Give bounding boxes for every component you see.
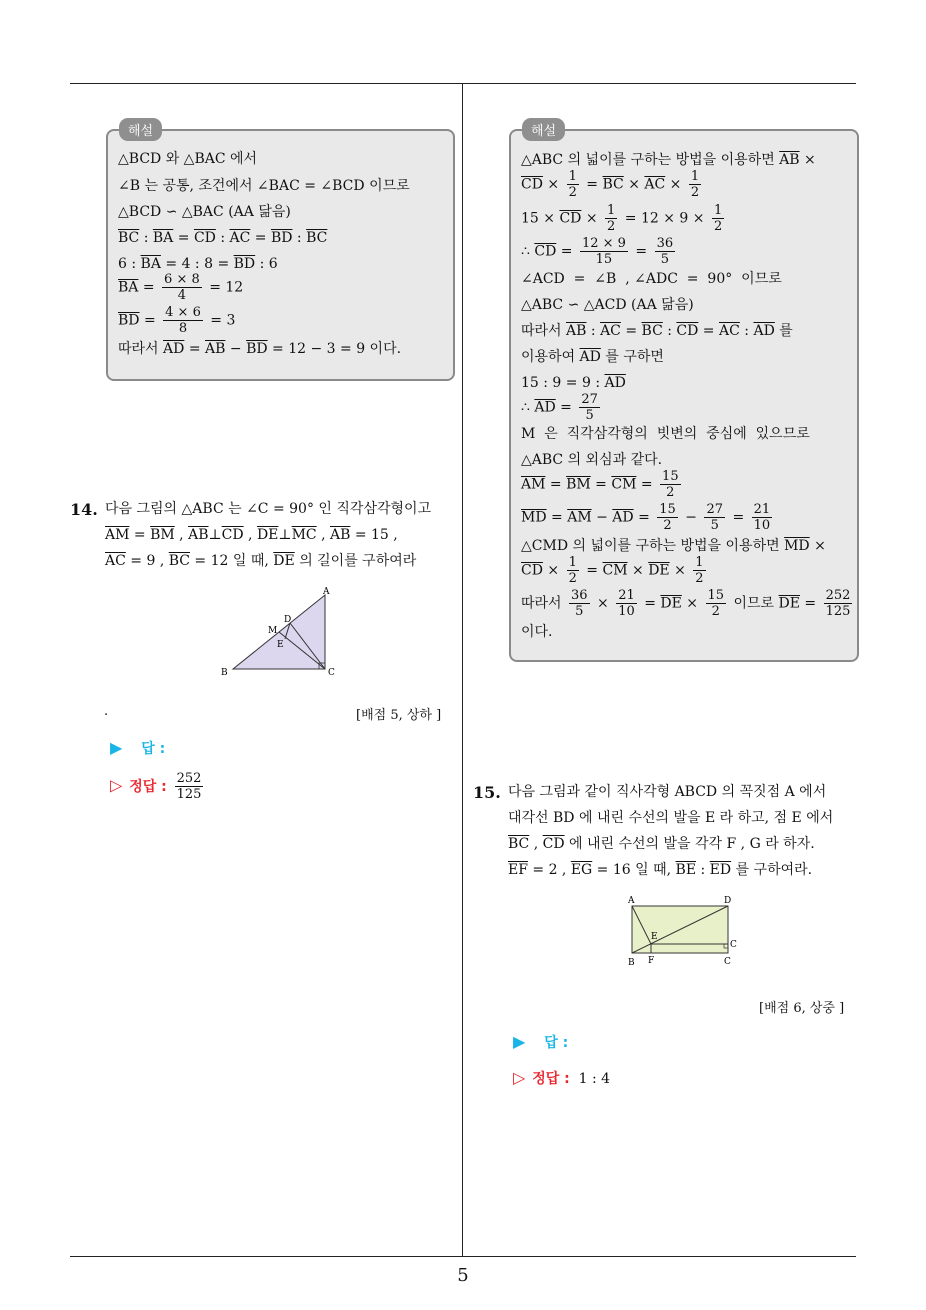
page-number: 5 — [457, 1265, 469, 1286]
solution-14-line-4: ∴ $\overline{CD}$ = $\frac{12 \times 9}{15}$ = $\frac{36}{5}$ — [521, 236, 674, 267]
label-c: C — [328, 668, 335, 678]
question-15-correct-row — [513, 1068, 610, 1088]
question-15-line-4-text: 를 구하여라. — [735, 862, 813, 878]
solution-13-line-1: △BCD 와 △BAC 에서 — [118, 151, 258, 167]
solution-14-line-12: △ABC 의 외심과 같다. — [521, 452, 663, 468]
solution-14-line-5: ∠ACD = ∠B , ∠ADC = 90° 이므로 — [521, 271, 782, 287]
question-15-line-3-text: 에 내린 수선의 발을 각각 F , G 라 하자. — [569, 836, 815, 852]
solution-14-line-3: $15 \times \overline{CD}$ × $\frac{1}{2}$ = 12 × 9 × $\frac{1}{2}$ — [521, 203, 723, 234]
question-15-score: [배점 6, 상중 ] — [759, 1001, 845, 1016]
solution-13-line-7: $\overline{BD}$ = $\frac{4 \times 6}{8}$ = 3 — [118, 305, 236, 336]
solution-14-line-18: 이다. — [521, 624, 553, 640]
correct-arrow-icon: ▷ — [513, 1068, 526, 1087]
question-15-line-2: 대각선 BD 에 내린 수선의 발을 E 라 하고, 점 E 에서 — [508, 810, 834, 826]
correct-value: 1 : 4 — [578, 1071, 611, 1087]
solution-14-line-7: 따라서 $\overline{AB}$ : $\overline{AC} = \overline{BC}$ : $\overline{CD} = \overline{AC}$ : $\overline{AD}$ 를 — [521, 323, 793, 339]
solution-14-line-6: △ABC ∽ △ACD (AA 닮음) — [521, 297, 694, 313]
correct-label: 정답 : — [532, 1071, 570, 1087]
question-15-line-3: $\overline{BC}$ , $\overline{CD}$ 에 내린 수선의 발을 각각 F , G 라 하자. — [508, 836, 815, 852]
label-d: D — [284, 615, 292, 625]
question-15-number: 15. — [473, 783, 501, 802]
label-b: B — [628, 958, 635, 968]
answer-label: 답 : — [544, 1035, 569, 1051]
question-14-line-2: $\overline{AM} = \overline{BM}$ , $\overline{AB}\perp\overline{CD}$ , $\overline{DE}\perp\overline{MC}$ , $\overline{AB} = 15$ , — [105, 527, 398, 543]
question-14-line-3: $\overline{AC} = 9$ , $\overline{BC} = 12$ 일 때, $\overline{DE}$ 의 길이를 구하여라 — [105, 553, 417, 569]
question-14-correct-row — [110, 771, 206, 802]
correct-arrow-icon: ▷ — [110, 775, 123, 795]
label-d: D — [724, 896, 732, 906]
question-15-answer-row — [513, 1032, 568, 1052]
label-b: B — [221, 668, 228, 678]
question-14-answer-row — [110, 738, 165, 758]
label-f: F — [648, 956, 655, 966]
top-rule — [70, 83, 856, 84]
correct-value: $\frac{252}{125}$ — [176, 771, 202, 802]
solution-13-line-5: 6 : $\overline{BA} = 4$ : $8 = \overline{BD}$ : 6 — [118, 256, 278, 272]
question-15-figure — [622, 893, 747, 968]
question-14-dot: . — [104, 704, 109, 719]
solution-14-line-14: $\overline{MD} = \overline{AM} - \overline{AD}$ = $\frac{15}{2}$ − $\frac{27}{5}$ = $\frac{21}{10}$ — [521, 502, 771, 533]
solution-13-line-3: △BCD ∽ △BAC (AA 닮음) — [118, 204, 291, 220]
solution-13-line-6: $\overline{BA}$ = $\frac{6 \times 8}{4}$ = 12 — [118, 272, 244, 303]
question-15-line-4: $\overline{EF} = 2$ , $\overline{EG} = 16$ 일 때, $\overline{BE}$ : $\overline{ED}$ 를 구하여라. — [508, 862, 813, 878]
solution-tag: 해설 — [119, 118, 162, 141]
solution-14-line-13: $\overline{AM} = \overline{BM} = \overline{CM}$ = $\frac{15}{2}$ — [521, 469, 679, 500]
label-g: C — [730, 940, 737, 950]
question-14-number: 14. — [70, 500, 98, 519]
label-c: C — [724, 957, 731, 967]
solution-14-line-9: 15 : 9 = 9 : $\overline{AD}$ — [521, 375, 626, 391]
question-14-line-3-text: 의 길이를 구하여라 — [299, 553, 417, 569]
column-divider — [462, 84, 463, 1256]
solution-13-line-4: $\overline{BC}$ : $\overline{BA} = \overline{CD}$ : $\overline{AC} = \overline{BD}$ : $\overline{BC}$ — [118, 230, 328, 246]
solution-14-line-8: 이용하여 $\overline{AD}$ 를 구하면 — [521, 349, 664, 365]
question-15-line-1: 다음 그림과 같이 직사각형 ABCD 의 꼭짓점 A 에서 — [508, 784, 827, 800]
solution-13-line-2: ∠B 는 공통, 조건에서 ∠BAC = ∠BCD 이므로 — [118, 178, 410, 194]
solution-tag-right: 해설 — [522, 118, 565, 141]
label-a: A — [628, 896, 635, 906]
solution-14-line-17: 따라서 $\frac{36}{5}$ × $\frac{21}{10}$ = $\overline{DE}$ × $\frac{15}{2}$ 이므로 $\overline{DE}$ = $\frac{252}{125}$ — [521, 588, 851, 619]
answer-arrow-icon: ▶ — [110, 738, 123, 757]
solution-14-line-2: $\overline{CD}$ × $\frac{1}{2}$ = $\overline{BC} \times \overline{AC}$ × $\frac{1}{2}$ — [521, 169, 700, 200]
answer-arrow-icon: ▶ — [513, 1032, 526, 1051]
solution-13-line-8: 따라서 $\overline{AD} = \overline{AB} - \overline{BD} = 12 - 3 = 9$ 이다. — [118, 341, 402, 357]
answer-label: 답 : — [141, 741, 166, 757]
label-a: A — [323, 587, 330, 597]
correct-label: 정답 : — [129, 778, 167, 795]
solution-14-line-10: ∴ $\overline{AD}$ = $\frac{27}{5}$ — [521, 392, 598, 423]
solution-14-line-16: $\overline{CD}$ × $\frac{1}{2}$ = $\overline{CM} \times \overline{DE}$ × $\frac{1}{2}$ — [521, 555, 704, 586]
solution-14-line-1: △ABC 의 넓이를 구하는 방법을 이용하면 $\overline{AB}$ × — [521, 152, 816, 168]
label-e: E — [277, 640, 284, 650]
bottom-rule — [70, 1256, 856, 1257]
question-14-line-1: 다음 그림의 △ABC 는 ∠C = 90° 인 직각삼각형이고 — [105, 501, 432, 517]
question-14-score: [배점 5, 상하 ] — [356, 708, 442, 723]
label-e: E — [651, 932, 658, 942]
solution-14-line-15: △CMD 의 넓이를 구하는 방법을 이용하면 $\overline{MD}$ × — [521, 538, 826, 554]
solution-14-line-11: M 은 직각삼각형의 빗변의 중심에 있으므로 — [521, 426, 810, 442]
question-14-figure — [215, 585, 345, 680]
label-m: M — [268, 626, 278, 636]
